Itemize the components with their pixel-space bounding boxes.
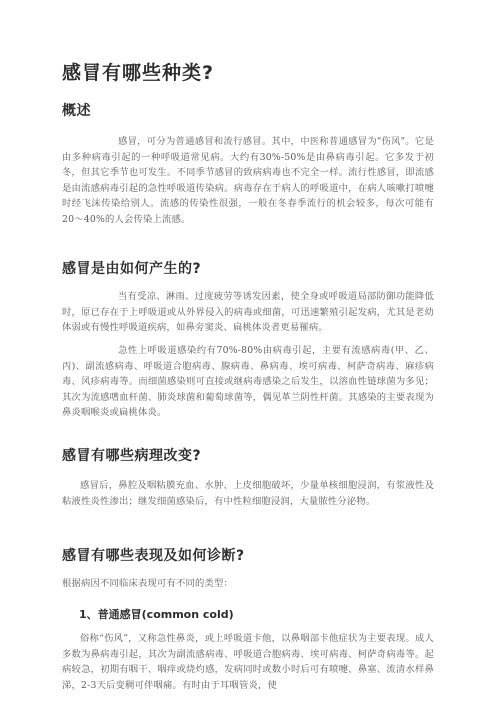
page-title: 感冒有哪些种类? <box>62 62 215 84</box>
subsection-heading-common-cold: 1、普通感冒(common cold) <box>79 608 234 621</box>
section-heading-cause: 感冒是由如何产生的? <box>62 261 202 277</box>
overview-paragraph: 感冒，可分为普通感冒和流行感冒。其中，中医称普通感冒为"伤风"。它是由多种病毒引起的一种呼吸道常见病。大约有30%-50%是由鼻病毒引起。它多发于初冬，但其它季节也可发生。不同季节感冒的致病病毒也不完全一样。流行性感冒，即流感是由流感病毒引起的急性呼吸道传染病。病毒存在于病人的呼吸道中，在病人咳嗽打喷嚏时经飞沫传染给别人。流感的传染性很强，一般在冬春季流行的机会较多，每次可能有 20～40%的人会传染上流感。 <box>62 136 434 225</box>
cause-paragraph-2: 急性上呼吸道感染约有70%-80%由病毒引起，主要有流感病毒(甲、乙、丙)、副流感病毒、呼吸道合胞病毒、腺病毒、鼻病毒、埃可病毒、柯萨奇病毒、麻疹病毒、风疹病毒等。而细菌感染则可直接或继病毒感染之后发生，以溶血性链球菌为多见；其次为流感嗜血杆菌、肺炎球菌和葡萄球菌等，偶见革兰阴性杆菌。其感染的主要表现为鼻炎咽喉炎或扁桃体炎。 <box>62 345 434 418</box>
section-heading-overview: 概述 <box>62 103 91 119</box>
pathology-paragraph: 感冒后，鼻腔及咽粘膜充血、水肿、上皮细胞破坏，少量单核细胞浸润，有浆液性及粘液性炎性渗出；继发细菌感染后，有中性粒细胞浸润，大量脓性分泌物。 <box>62 480 434 507</box>
common-cold-paragraph: 俗称“伤风”，又称急性鼻炎，或上呼吸道卡他，以鼻咽部卡他症状为主要表现。成人多数为鼻病毒引起，其次为副流感病毒、呼吸道合胞病毒、埃可病毒、柯萨奇病毒等。起病较急，初期有咽干、咽痒或烧灼感，发病同时或数小时后可有喷嚏、鼻塞、流清水样鼻涕，2-3天后变稠可伴咽痛。有时由于耳咽管炎，使 <box>62 633 434 691</box>
section-heading-symptoms: 感冒有哪些表现及如何诊断? <box>62 548 245 564</box>
symptoms-intro: 根据病因不同临床表现可有不同的类型： <box>62 578 233 589</box>
cause-paragraph-1: 当有受凉、淋雨、过度疲劳等诱发因素，使全身或呼吸道局部防御功能降低时，原已存在于上呼吸道或从外界侵入的病毒或细菌，可迅速繁殖引起发病，尤其是老幼体弱或有慢性呼吸道疾病，如鼻旁窦炎、扁桃体炎者更易罹病。 <box>62 291 434 333</box>
section-heading-pathology: 感冒有哪些病理改变? <box>62 448 202 464</box>
